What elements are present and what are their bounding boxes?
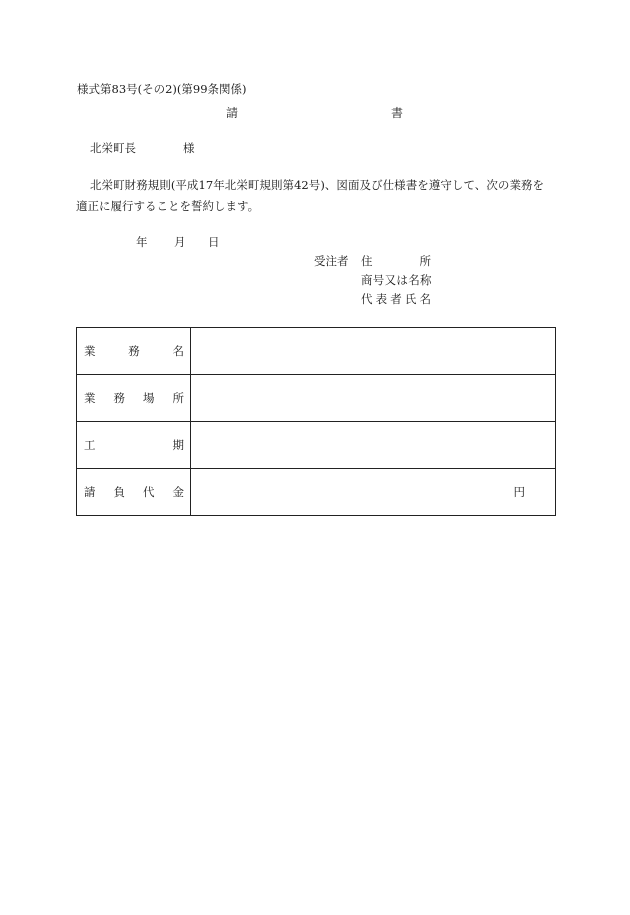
representative-label-char: 代 xyxy=(361,292,373,306)
addressee: 北栄町長 xyxy=(90,141,136,155)
date-month-label: 月 xyxy=(174,235,186,249)
work-period-value-cell[interactable] xyxy=(191,422,556,469)
representative-label-char: 名 xyxy=(419,292,431,306)
representative-label-char: 者 xyxy=(390,292,402,306)
contractor-address-label xyxy=(361,256,431,268)
pledge-text-line-2: 適正に履行することを誓約します。 xyxy=(76,199,260,213)
representative-label-char: 氏 xyxy=(404,292,417,306)
contractor-label: 受注者 xyxy=(314,254,349,268)
table-row xyxy=(77,422,556,469)
addressee-honorific: 様 xyxy=(183,141,195,155)
document-title-char-1: 請 xyxy=(226,106,239,120)
table-row xyxy=(77,328,556,375)
table-row xyxy=(77,469,556,516)
work-period-label-cell xyxy=(77,422,191,469)
document-title-char-2: 書 xyxy=(391,106,404,120)
pledge-text-line-1: 北栄町財務規則(平成17年北栄町規則第42号)、図面及び仕様書を遵守して、次の業務を xyxy=(90,178,545,192)
representative-label-char: 表 xyxy=(375,292,388,306)
contract-amount-label: 請 負 代 金 xyxy=(84,485,184,499)
task-name-value-cell[interactable] xyxy=(191,328,556,375)
contractor-trade-name-label: 商号又は名称 xyxy=(361,273,432,287)
task-location-value-cell[interactable] xyxy=(191,375,556,422)
task-location-label: 業 務 場 所 xyxy=(84,391,184,405)
date-year-label: 年 xyxy=(136,235,148,249)
contract-info-table xyxy=(76,327,556,516)
task-name-label-cell xyxy=(77,328,191,375)
contract-amount-label-cell xyxy=(77,469,191,516)
address-label-char: 住 xyxy=(361,254,373,268)
contractor-representative-label xyxy=(361,294,431,306)
task-location-label-cell xyxy=(77,375,191,422)
task-name-label: 業 務 名 xyxy=(84,344,184,358)
contract-amount-value-cell[interactable] xyxy=(191,469,556,516)
yen-unit-label: 円 xyxy=(513,485,525,499)
form-number-label: 様式第83号(その2)(第99条関係) xyxy=(77,82,247,96)
table-row xyxy=(77,375,556,422)
date-day-label: 日 xyxy=(208,235,220,249)
work-period-label: 工 期 xyxy=(84,438,184,452)
address-label-char: 所 xyxy=(419,254,431,268)
